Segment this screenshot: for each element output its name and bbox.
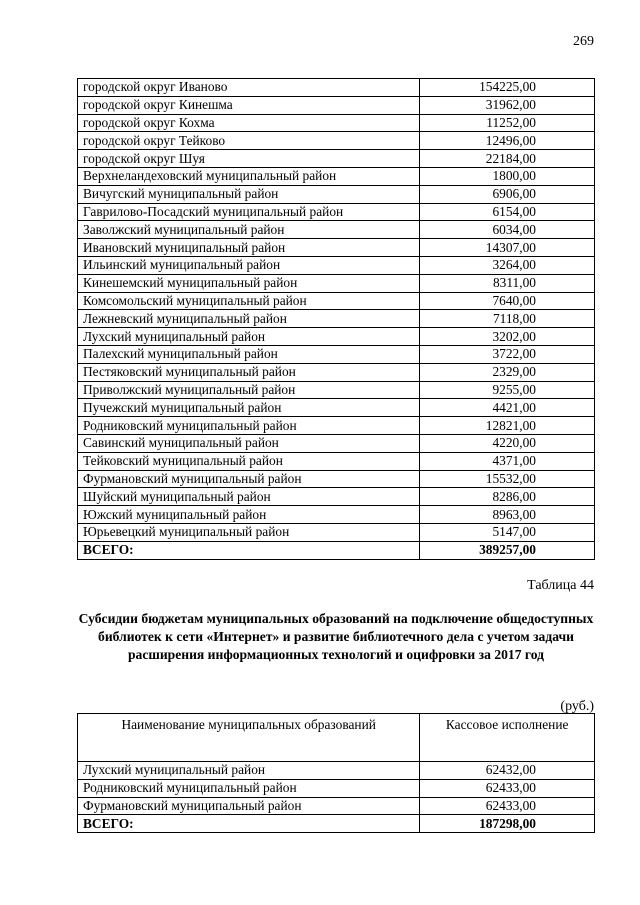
total-amount-cell: 187298,00: [420, 815, 595, 833]
municipality-name-cell: городской округ Кохма: [78, 114, 420, 132]
table-row: [78, 523, 595, 541]
table-row: [78, 797, 595, 815]
table-row: [78, 167, 595, 185]
table-row: [78, 114, 595, 132]
municipality-name-cell: Приволжский муниципальный район: [78, 381, 420, 399]
table-row: [78, 381, 595, 399]
table-row: [78, 417, 595, 435]
total-amount-cell: 389257,00: [420, 541, 595, 559]
amount-cell: 4371,00: [420, 452, 595, 470]
table-row: [78, 79, 595, 97]
amount-cell: 7118,00: [420, 310, 595, 328]
table-row: [78, 762, 595, 780]
amount-cell: 6154,00: [420, 203, 595, 221]
municipality-name-cell: Савинский муниципальный район: [78, 434, 420, 452]
amount-cell: 9255,00: [420, 381, 595, 399]
amount-cell: 15532,00: [420, 470, 595, 488]
table-row: [78, 221, 595, 239]
table-row: [78, 292, 595, 310]
amount-cell: 8963,00: [420, 506, 595, 524]
table-row: [78, 274, 595, 292]
total-row: [78, 541, 595, 559]
library-subsidy-table: [77, 713, 595, 833]
municipality-name-cell: Пучежский муниципальный район: [78, 399, 420, 417]
column-header-name: Наименование муниципальных образований: [78, 714, 420, 762]
table-row: [78, 203, 595, 221]
table-number-label: Таблица 44: [527, 578, 594, 593]
amount-cell: 4421,00: [420, 399, 595, 417]
municipality-name-cell: Фурмановский муниципальный район: [78, 797, 420, 815]
municipality-name-cell: Ильинский муниципальный район: [78, 256, 420, 274]
amount-cell: 6034,00: [420, 221, 595, 239]
municipality-name-cell: Шуйский муниципальный район: [78, 488, 420, 506]
table-row: [78, 328, 595, 346]
municipality-name-cell: Верхнеландеховский муниципальный район: [78, 167, 420, 185]
column-header-value: Кассовое исполнение: [420, 714, 595, 762]
municipality-name-cell: городской округ Шуя: [78, 150, 420, 168]
amount-cell: 7640,00: [420, 292, 595, 310]
amount-cell: 22184,00: [420, 150, 595, 168]
amount-cell: 62432,00: [420, 762, 595, 780]
table-row: [78, 239, 595, 257]
total-row: [78, 815, 595, 833]
table-row: [78, 150, 595, 168]
units-label: (руб.): [560, 699, 594, 714]
amount-cell: 6906,00: [420, 185, 595, 203]
total-label-cell: ВСЕГО:: [78, 541, 420, 559]
municipality-name-cell: Ивановский муниципальный район: [78, 239, 420, 257]
municipality-name-cell: Родниковский муниципальный район: [78, 417, 420, 435]
table-row: [78, 345, 595, 363]
municipality-name-cell: Лежневский муниципальный район: [78, 310, 420, 328]
amount-cell: 12496,00: [420, 132, 595, 150]
municipality-name-cell: Фурмановский муниципальный район: [78, 470, 420, 488]
municipality-name-cell: Вичугский муниципальный район: [78, 185, 420, 203]
table-row: [78, 185, 595, 203]
table-row: [78, 470, 595, 488]
amount-cell: 5147,00: [420, 523, 595, 541]
table-row: [78, 363, 595, 381]
table-row: [78, 310, 595, 328]
amount-cell: 3202,00: [420, 328, 595, 346]
amount-cell: 62433,00: [420, 779, 595, 797]
table-caption: Субсидии бюджетам муниципальных образований на подключение общедоступных библиотек к сети «Интернет» и развитие библиотечного дела с учетом задачи расширения информационных технологий и оцифровки за 2017 год: [78, 611, 594, 662]
amount-cell: 4220,00: [420, 434, 595, 452]
table-row: [78, 506, 595, 524]
amount-cell: 2329,00: [420, 363, 595, 381]
amount-cell: 12821,00: [420, 417, 595, 435]
amount-cell: 3722,00: [420, 345, 595, 363]
amount-cell: 3264,00: [420, 256, 595, 274]
table-row: [78, 452, 595, 470]
municipality-name-cell: городской округ Кинешма: [78, 96, 420, 114]
page-number: 269: [573, 34, 594, 49]
table-header-row: [78, 714, 595, 762]
table-row: [78, 96, 595, 114]
municipality-name-cell: Родниковский муниципальный район: [78, 779, 420, 797]
table-row: [78, 779, 595, 797]
table-row: [78, 132, 595, 150]
municipality-name-cell: Юрьевецкий муниципальный район: [78, 523, 420, 541]
municipality-name-cell: Заволжский муниципальный район: [78, 221, 420, 239]
amount-cell: 11252,00: [420, 114, 595, 132]
amount-cell: 31962,00: [420, 96, 595, 114]
amount-cell: 8286,00: [420, 488, 595, 506]
table-row: [78, 434, 595, 452]
table-body: [78, 79, 595, 560]
municipality-name-cell: Комсомольский муниципальный район: [78, 292, 420, 310]
amount-cell: 62433,00: [420, 797, 595, 815]
table-row: [78, 488, 595, 506]
municipality-name-cell: Палехский муниципальный район: [78, 345, 420, 363]
municipality-name-cell: Гаврилово-Посадский муниципальный район: [78, 203, 420, 221]
municipality-name-cell: Пестяковский муниципальный район: [78, 363, 420, 381]
municipality-name-cell: городской округ Тейково: [78, 132, 420, 150]
amount-cell: 154225,00: [420, 79, 595, 97]
municipality-name-cell: Лухский муниципальный район: [78, 762, 420, 780]
amount-cell: 1800,00: [420, 167, 595, 185]
amount-cell: 8311,00: [420, 274, 595, 292]
municipality-name-cell: Южский муниципальный район: [78, 506, 420, 524]
municipality-name-cell: Тейковский муниципальный район: [78, 452, 420, 470]
municipality-name-cell: Лухский муниципальный район: [78, 328, 420, 346]
total-label-cell: ВСЕГО:: [78, 815, 420, 833]
municipality-name-cell: Кинешемский муниципальный район: [78, 274, 420, 292]
table-body: [78, 714, 595, 833]
municipality-name-cell: городской округ Иваново: [78, 79, 420, 97]
table-row: [78, 399, 595, 417]
amount-cell: 14307,00: [420, 239, 595, 257]
table-row: [78, 256, 595, 274]
subsidy-table-continued: [77, 78, 595, 560]
